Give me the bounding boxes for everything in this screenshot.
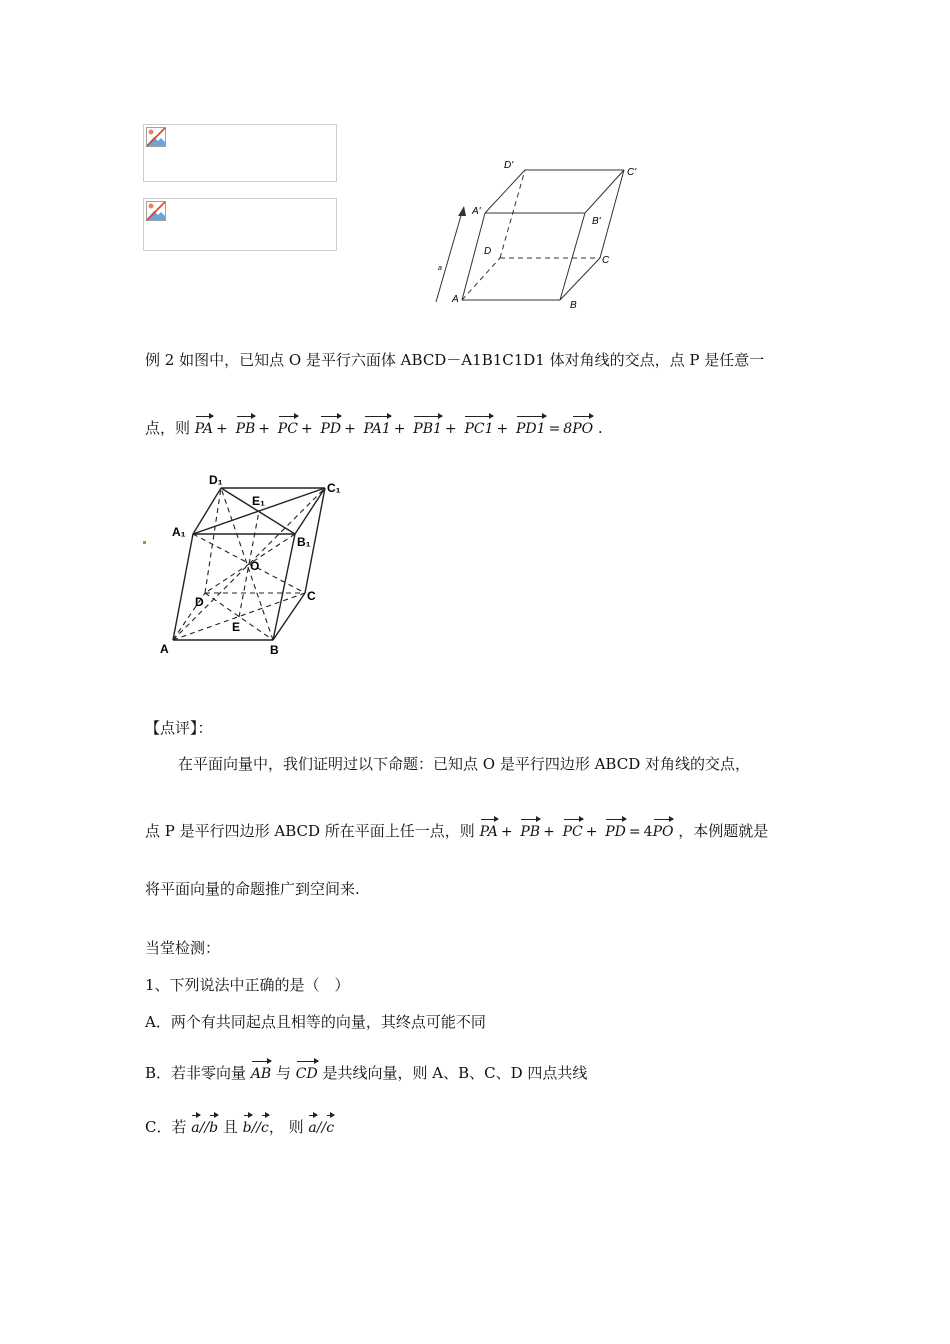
label-C: C xyxy=(602,255,610,266)
option-B-mid: 与 xyxy=(276,1064,292,1082)
label-E1: E₁ xyxy=(252,494,265,508)
equation-prefix: 点，则 xyxy=(145,419,191,437)
broken-image-icon xyxy=(146,201,166,221)
label-B1: B₁ xyxy=(297,535,311,549)
parallel-symbol: // xyxy=(251,1120,262,1136)
vector-a: a xyxy=(191,1112,199,1138)
option-C xyxy=(145,1112,334,1138)
vector-arrow-head xyxy=(458,206,466,216)
broken-image-placeholder xyxy=(143,198,337,251)
option-C-then: ， 则 xyxy=(268,1118,304,1136)
parallelepiped-figure-2 xyxy=(155,470,355,665)
option-B-prefix: B．若非零向量 xyxy=(145,1064,247,1082)
label-A: A xyxy=(452,294,459,305)
vector-c: c xyxy=(261,1112,269,1138)
label-C1: C' xyxy=(627,167,637,178)
equation-suffix: . xyxy=(597,419,603,437)
label-A1: A₁ xyxy=(172,525,186,539)
vector-PO: PO xyxy=(572,413,593,439)
option-C-prefix: C．若 xyxy=(145,1118,187,1136)
label-E: E xyxy=(232,620,241,634)
label-D1: D₁ xyxy=(209,473,223,487)
label-A: A xyxy=(160,642,169,656)
question-1: 1、下列说法中正确的是（ ） xyxy=(145,976,350,994)
vector-PC: PC xyxy=(278,413,298,439)
rhs-coefficient: 8 xyxy=(563,421,573,437)
vector-AB: AB xyxy=(251,1058,271,1084)
rhs-coefficient: 4 xyxy=(643,824,653,840)
option-A: A．两个有共同起点且相等的向量，其终点可能不同 xyxy=(145,1013,486,1031)
example-2-statement: 例 2 如图中，已知点 O 是平行六面体 ABCD－A1B1C1D1 体对角线的交点，点 P 是任意一 xyxy=(145,351,765,369)
parallel-symbol: // xyxy=(199,1120,210,1136)
label-O: O xyxy=(250,559,260,573)
comment-p2-suffix: ，本例题就是 xyxy=(678,822,769,840)
label-D1: D' xyxy=(504,160,514,171)
comment-paragraph-3: 将平面向量的命题推广到空间来. xyxy=(145,880,360,898)
label-B1: B' xyxy=(592,216,601,227)
comment-equation: PA + PB + PC + PD = 4PO xyxy=(480,822,679,840)
vector-b: b xyxy=(243,1112,252,1138)
vector-PC1: PC1 xyxy=(464,413,493,439)
parallelepiped-figure-1 xyxy=(420,150,660,315)
small-mark xyxy=(143,541,146,544)
vector-PA: PA xyxy=(480,816,498,842)
check-heading: 当堂检测： xyxy=(145,939,221,957)
label-D: D xyxy=(484,246,492,257)
vector-PB: PB xyxy=(520,816,540,842)
vector-PO: PO xyxy=(653,816,674,842)
vector-PB: PB xyxy=(236,413,256,439)
comment-p2-prefix: 点 P 是平行四边形 ABCD 所在平面上任一点，则 xyxy=(145,822,475,840)
label-D: D xyxy=(195,595,204,609)
vector-PA: PA xyxy=(195,413,213,439)
label-a: a xyxy=(438,265,442,272)
label-B: B xyxy=(570,300,577,311)
option-B-suffix: 是共线向量，则 A、B、C、D 四点共线 xyxy=(322,1064,588,1082)
label-C1: C₁ xyxy=(327,481,341,495)
vector-PA1: PA1 xyxy=(364,413,391,439)
vector-a: a xyxy=(308,1112,316,1138)
broken-image-placeholder xyxy=(143,124,337,182)
broken-image-icon xyxy=(146,127,166,147)
parallel-symbol: // xyxy=(316,1120,327,1136)
vector-PD: PD xyxy=(320,413,341,439)
equation: PA + PB + PC + PD + PA1 + PB1 + PC1 + PD1 = 8PO xyxy=(195,419,598,437)
vector-b: b xyxy=(209,1112,218,1138)
comment-paragraph-2 xyxy=(145,816,768,842)
vector-PD1: PD1 xyxy=(516,413,546,439)
option-B xyxy=(145,1058,587,1084)
label-C: C xyxy=(307,589,316,603)
label-A1: A' xyxy=(472,206,481,217)
vector-PB1: PB1 xyxy=(413,413,442,439)
vector-CD: CD xyxy=(296,1058,318,1084)
option-C-and: 且 xyxy=(222,1118,238,1136)
comment-heading: 【点评】： xyxy=(145,719,213,737)
vector-PD: PD xyxy=(605,816,626,842)
vector-c: c xyxy=(326,1112,334,1138)
label-B: B xyxy=(270,643,279,657)
vector-PC: PC xyxy=(563,816,583,842)
example-2-equation-line xyxy=(145,413,603,439)
comment-paragraph-1: 在平面向量中，我们证明过以下命题：已知点 O 是平行四边形 ABCD 对角线的交点， xyxy=(178,755,751,773)
